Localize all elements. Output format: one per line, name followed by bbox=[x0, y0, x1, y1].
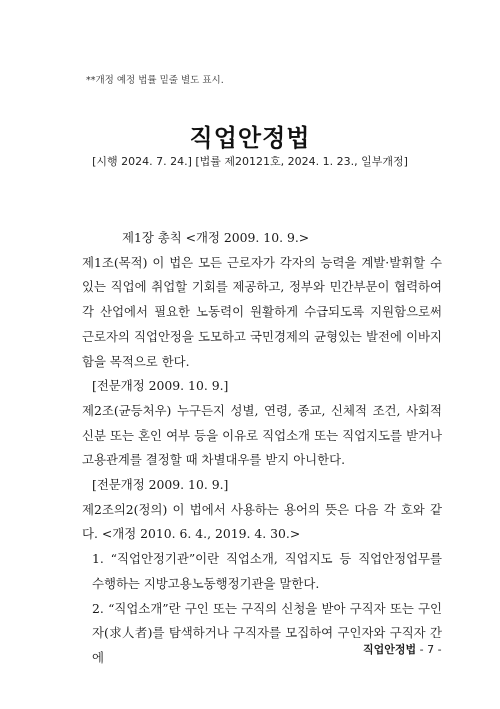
amendment-note-1: [전문개정 2009. 10. 9.] bbox=[92, 378, 229, 394]
definition-item-1: 1. “직업안정기관”이란 직업소개, 직업지도 등 직업안정업무를 수행하는 지방고용노동행정기관을 말한다. bbox=[92, 551, 442, 591]
amendment-note-2: [전문개정 2009. 10. 9.] bbox=[92, 477, 229, 493]
law-enforcement-info: [시행 2024. 7. 24.] [법률 제20121호, 2024. 1. 23., 일부개정] bbox=[92, 155, 408, 168]
footer-law-name: 직업안정법 bbox=[363, 643, 417, 656]
chapter-heading: 제1장 총칙 <개정 2009. 10. 9.> bbox=[122, 230, 310, 245]
definition-item-2: 2. “직업소개”란 구인 또는 구직의 신청을 받아 구직자 또는 구인자(求人者)를 탐색하거나 구직자를 모집하여 구인자와 구직자 간에 bbox=[92, 600, 442, 665]
page-footer bbox=[363, 641, 442, 657]
page-number: - 7 - bbox=[419, 643, 442, 656]
article-1: 제1조(목적) 이 법은 모든 근로자가 각자의 능력을 계발·발휘할 수 있는 직업에 취업할 기회를 제공하고, 정부와 민간부문이 협력하여 각 산업에서 필요한 노동력이 원활하게 수급되도록 지원함으로써 근로자의 직업안정을 도모하고 국민경제의 균형있는 발전에 이바지함을 목적으로 한다. bbox=[82, 254, 442, 369]
law-body bbox=[82, 226, 442, 671]
article-2-2: 제2조의2(정의) 이 법에서 사용하는 용어의 뜻은 다음 각 호와 같다. <개정 2010. 6. 4., 2019. 4. 30.> bbox=[82, 501, 442, 542]
amendment-note: **개정 예정 법률 밑줄 별도 표시. bbox=[86, 75, 224, 86]
article-2: 제2조(균등처우) 누구든지 성별, 연령, 종교, 신체적 조건, 사회적 신분 또는 혼인 여부 등을 이유로 직업소개 또는 직업지도를 받거나 고용관계를 결정할 때 차별대우를 받지 아니한다. bbox=[82, 402, 442, 468]
law-title: 직업안정법 bbox=[189, 124, 311, 152]
